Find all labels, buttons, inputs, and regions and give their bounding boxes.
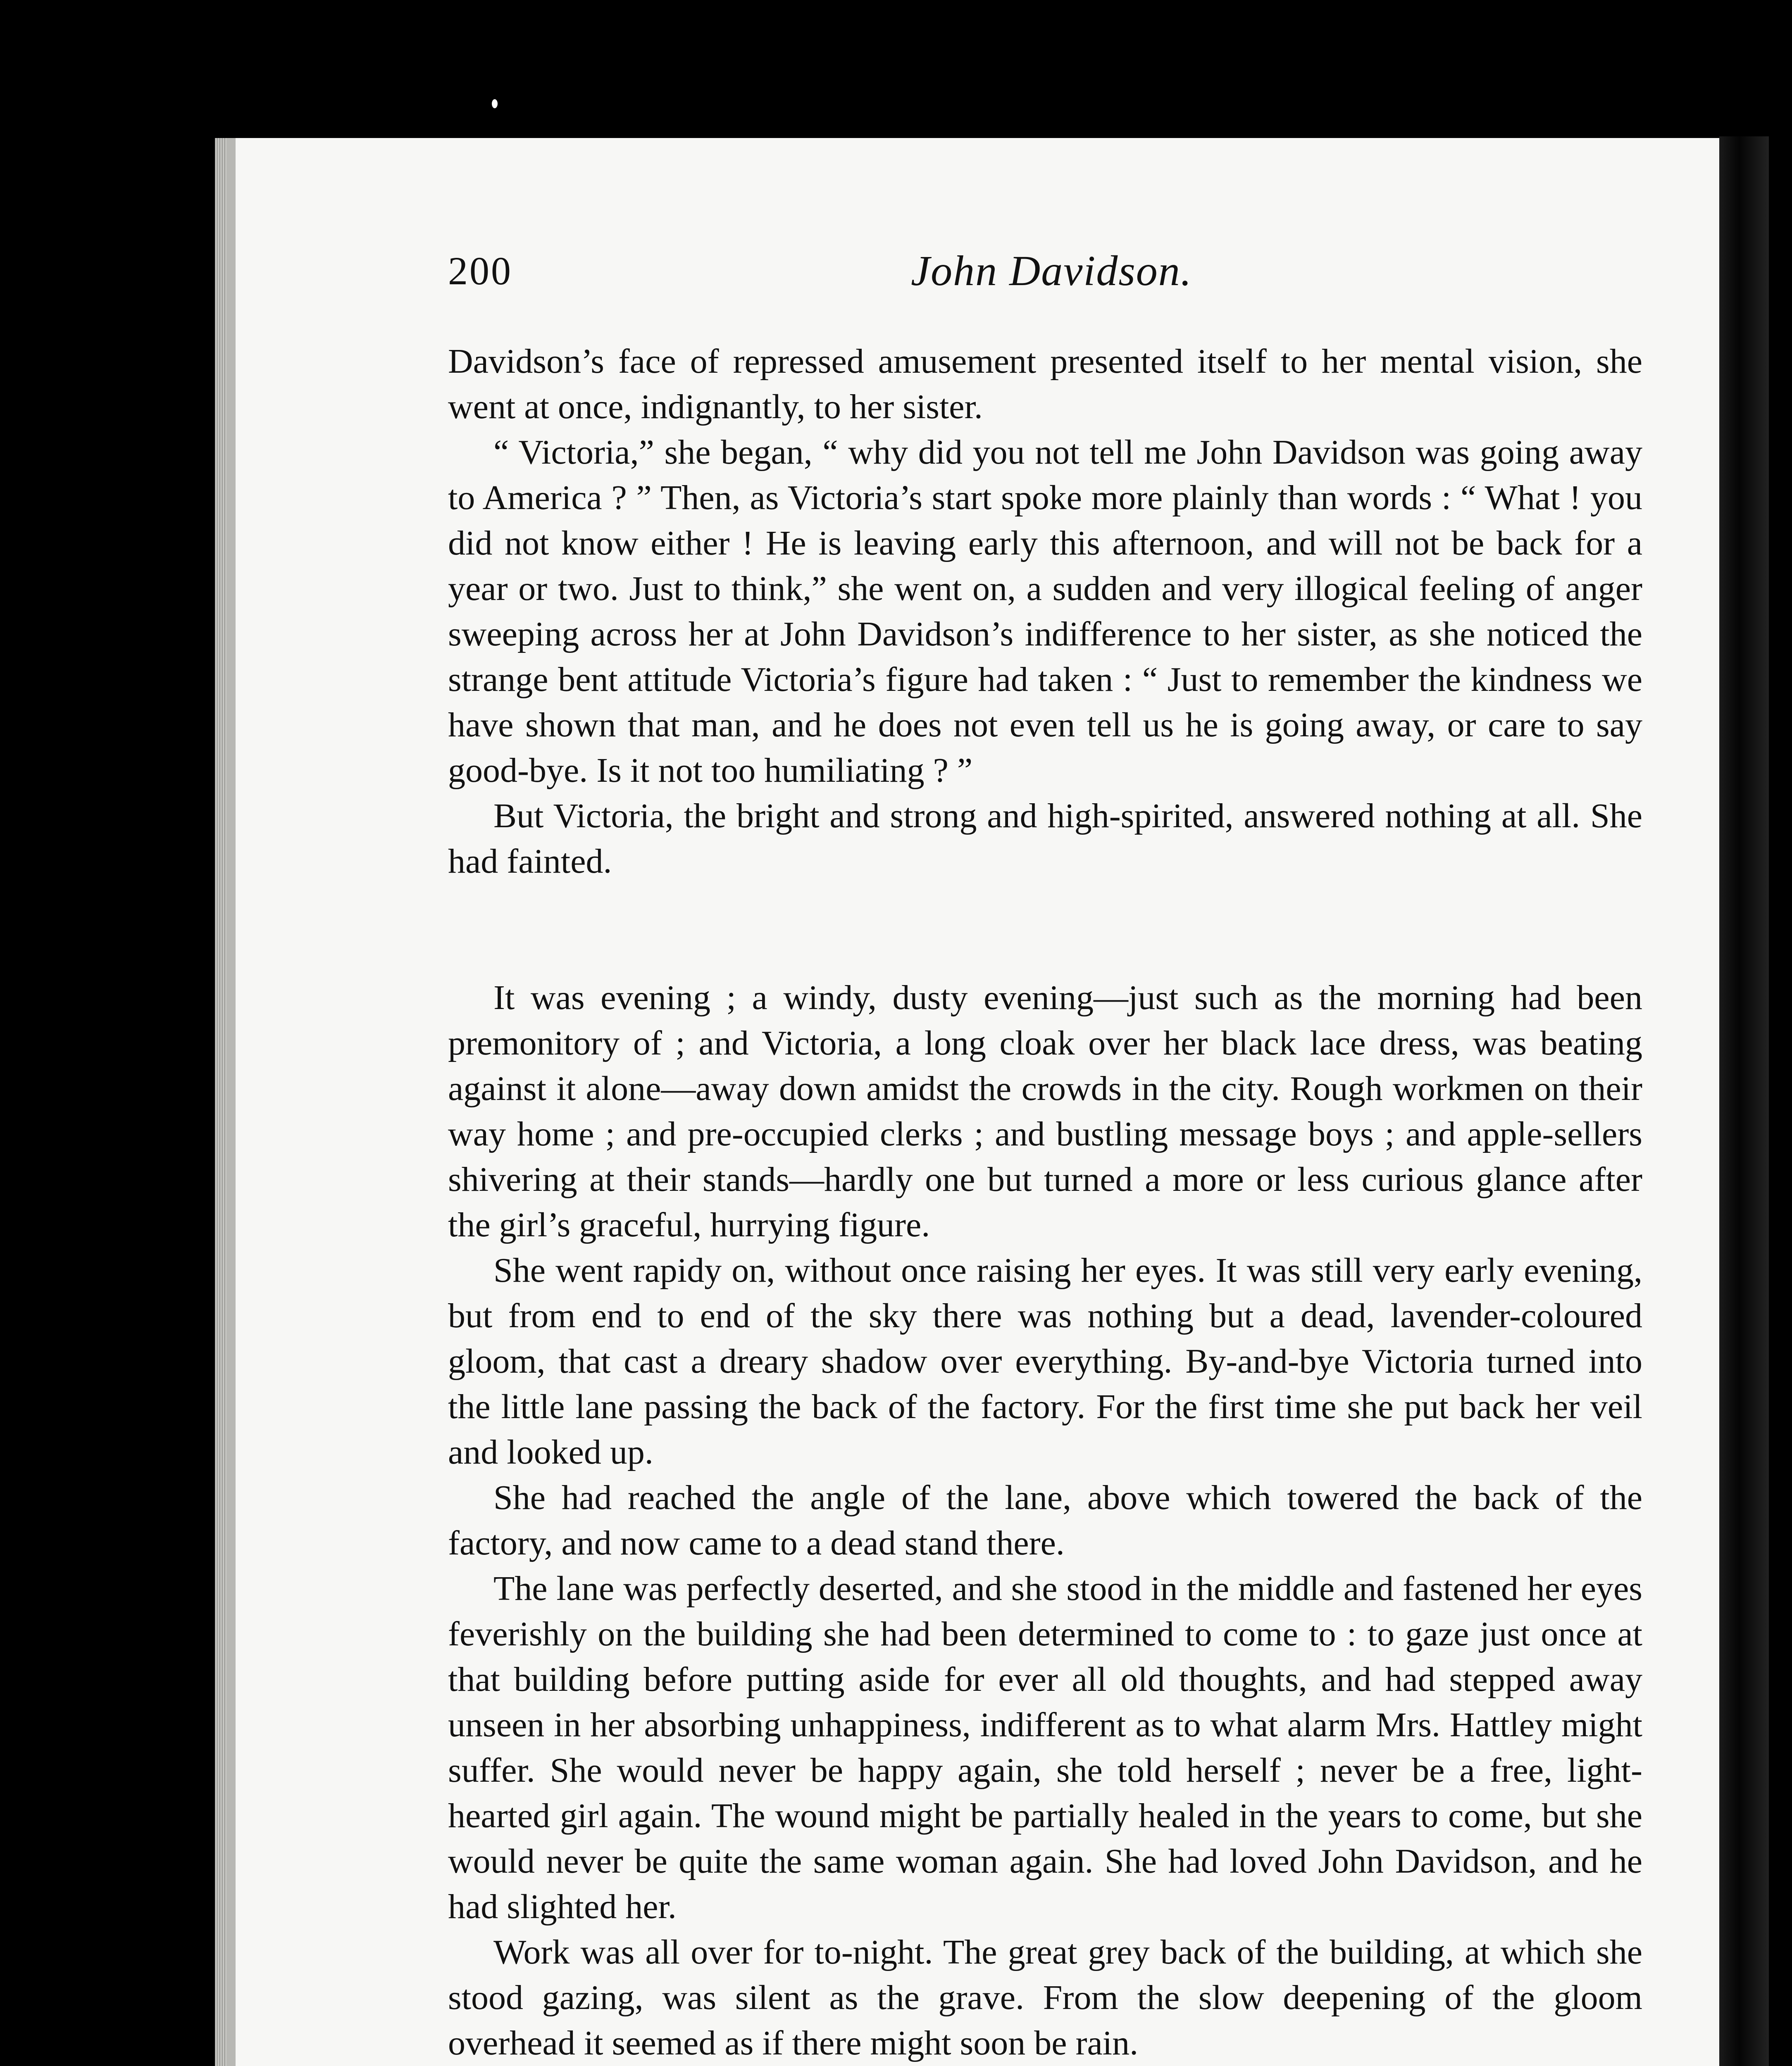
paragraph: She had reached the angle of the lane, above which towered the back of the factory, and now came to a dead stand there. [448,1478,1642,1562]
page-header [448,248,1647,306]
paragraph: The lane was perfectly deserted, and she stood in the middle and fastened her eyes feverishly on the building she had been determined to come to : to gaze just once at that building before putting aside for ever all old thoughts, and had stepped away unseen in her absorbing unhappiness, indifferent as to what alarm Mrs. Hattley might suffer. She would never be happy again, she told herself ; never be a free, light-hearted girl again. The wound might be partially healed in the years to come, but she would never be quite the same woman again. She had loved John Davidson, and he had slighted her. [448,1569,1642,1926]
page-number: 200 [448,249,512,293]
paragraph: She went rapidy on, without once raising her eyes. It was still very early evening, but from end to end of the sky there was nothing but a dead, lavender-coloured gloom, that cast a dreary shadow over everything. By-and-bye Victoria turned into the little lane passing the back of the factory. For the first time she put back her veil and looked up. [448,1251,1642,1471]
section-break [448,884,1642,975]
paragraph: Work was all over for to-night. The great grey back of the building, at which she stood gazing, was silent as the grave. From the slow deepening of the gloom overhead it seemed as if there might soon be rain. [448,1933,1642,2062]
book-gutter-shadow [1719,136,1769,2066]
paragraph: Davidson’s face of repressed amusement presented itself to her mental vision, she went at once, indignantly, to her sister. [448,342,1642,426]
paragraph: “ Victoria,” she began, “ why did you not tell me John Davidson was going away to America ? ” Then, as Victoria’s start spoke more plainly than words : “ What ! you did not know either ! He is leaving early this afternoon, and will not be back for a year or two. Just to think,” she went on, a sudden and very illogical feeling of anger sweeping across her at John Davidson’s indifference to her sister, as she noticed the strange bent attitude Victoria’s figure had taken : “ Just to remember the kindness we have shown that man, and he does not even tell us he is going away, or care to say good-bye. Is it not too humiliating ? ” [448,433,1642,790]
running-title: John Davidson. [911,247,1192,295]
dust-speck [492,99,498,108]
paragraph: It was evening ; a windy, dusty evening—just such as the morning had been premonitory of ; and Victoria, a long cloak over her black lace dress, was beating against it alone—away down amidst the crowds in the city. Rough workmen on their way home ; and pre-occupied clerks ; and bustling message boys ; and apple-sellers shivering at their stands—hardly one but turned a more or less curious glance after the girl’s graceful, hurrying figure. [448,978,1642,1244]
paragraph: But Victoria, the bright and strong and high-spirited, answered nothing at all. She had fainted. [448,797,1642,881]
body-text [448,339,1642,2066]
